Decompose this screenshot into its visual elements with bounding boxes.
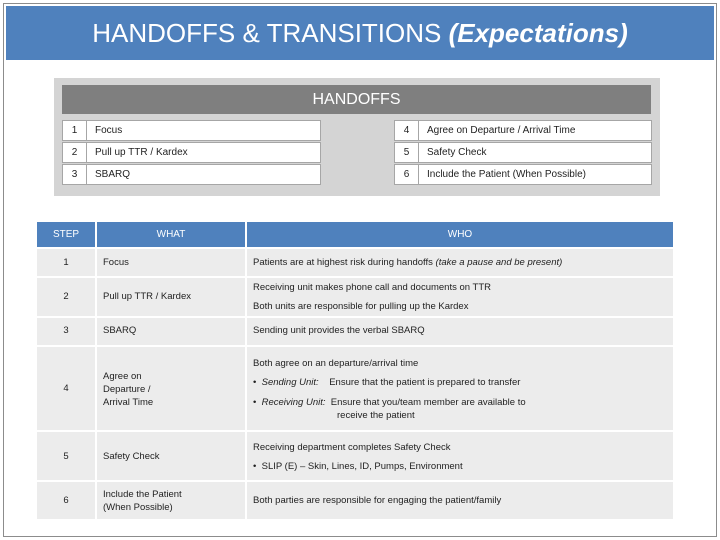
column-header-step: STEP (37, 222, 95, 247)
handoff-item-4 (394, 120, 652, 141)
step-number: 2 (63, 291, 69, 302)
who-text-line-1: Receiving unit makes phone call and documents on TTR (253, 282, 491, 293)
who-cell-2 (247, 278, 673, 316)
step-cell-3 (37, 318, 95, 345)
what-cell-3 (97, 318, 245, 345)
title-main: HANDOFFS & TRANSITIONS (92, 18, 442, 48)
page-title (6, 6, 714, 60)
handoff-item-label: Agree on Departure / Arrival Time (427, 125, 576, 136)
bullet-text: Ensure that you/team member are available to (330, 397, 526, 408)
step-cell-1 (37, 249, 95, 276)
what-text: SBARQ (103, 325, 137, 336)
handoff-item-number: 2 (63, 143, 87, 162)
step-cell-2 (37, 278, 95, 316)
handoffs-header: HANDOFFS (62, 85, 651, 114)
who-text: Sending unit provides the verbal SBARQ (253, 325, 425, 336)
what-cell-6 (97, 482, 245, 519)
what-text-line-2: (When Possible) (103, 502, 173, 513)
step-cell-5 (37, 432, 95, 480)
what-text-line-1: Include the Patient (103, 489, 182, 500)
who-cell-3 (247, 318, 673, 345)
handoff-item-number: 4 (395, 121, 419, 140)
bullet-label: Receiving Unit: (261, 397, 326, 408)
handoff-item-2 (62, 142, 321, 163)
bullet-text: SLIP (E) – Skin, Lines, ID, Pumps, Environment (261, 461, 463, 472)
who-text-main: Patients are at highest risk during handoffs (253, 257, 436, 268)
handoff-item-1 (62, 120, 321, 141)
handoff-item-label: Pull up TTR / Kardex (95, 147, 188, 158)
step-number: 4 (63, 383, 69, 394)
what-text: Focus (103, 257, 129, 268)
who-text-italic: (take a pause and be present) (435, 257, 563, 268)
what-cell-1 (97, 249, 245, 276)
what-text-line-2: Departure / (103, 384, 151, 395)
handoff-item-6 (394, 164, 652, 185)
what-cell-2 (97, 278, 245, 316)
handoff-item-3 (62, 164, 321, 185)
handoff-item-number: 5 (395, 143, 419, 162)
what-cell-4 (97, 347, 245, 430)
handoff-item-number: 6 (395, 165, 419, 184)
bullet-label: Sending Unit: (261, 377, 319, 388)
handoff-item-label: Safety Check (427, 147, 487, 158)
what-text-line-3: Arrival Time (103, 397, 154, 408)
what-text: Safety Check (103, 451, 160, 462)
who-text-line-2: Both units are responsible for pulling up the Kardex (253, 301, 469, 312)
title-emphasis: (Expectations) (448, 18, 628, 48)
who-cell-5 (247, 432, 673, 480)
bullet-text-continued: receive the patient (337, 410, 415, 421)
column-header-what: WHAT (97, 222, 245, 247)
bullet-sending-unit: • Sending Unit: Ensure that the patient is prepared to transfer (253, 377, 521, 388)
who-text (253, 257, 562, 268)
bullet-receiving-unit: • Receiving Unit: Ensure that you/team member are available to (253, 397, 526, 408)
bullet-text: Ensure that the patient is prepared to transfer (329, 377, 521, 388)
step-number: 1 (63, 257, 69, 268)
step-number: 6 (63, 495, 69, 506)
what-text: Pull up TTR / Kardex (103, 291, 192, 302)
handoff-item-label: SBARQ (95, 169, 131, 180)
who-text-line-1: Receiving department completes Safety Check (253, 442, 451, 453)
handoff-item-number: 1 (63, 121, 87, 140)
handoff-item-label: Focus (95, 125, 123, 136)
who-text: Both parties are responsible for engaging the patient/family (253, 495, 502, 506)
what-cell-5 (97, 432, 245, 480)
handoff-item-5 (394, 142, 652, 163)
who-text-line-1: Both agree on an departure/arrival time (253, 358, 419, 369)
step-number: 5 (63, 451, 69, 462)
bullet-slip: • SLIP (E) – Skin, Lines, ID, Pumps, Environment (253, 461, 463, 472)
step-number: 3 (63, 325, 69, 336)
what-text-line-1: Agree on (103, 371, 142, 382)
who-cell-6 (247, 482, 673, 519)
handoff-item-number: 3 (63, 165, 87, 184)
who-cell-1 (247, 249, 673, 276)
step-cell-4 (37, 347, 95, 430)
column-header-who: WHO (247, 222, 673, 247)
handoff-item-label: Include the Patient (When Possible) (427, 169, 586, 180)
who-cell-4 (247, 347, 673, 430)
step-cell-6 (37, 482, 95, 519)
